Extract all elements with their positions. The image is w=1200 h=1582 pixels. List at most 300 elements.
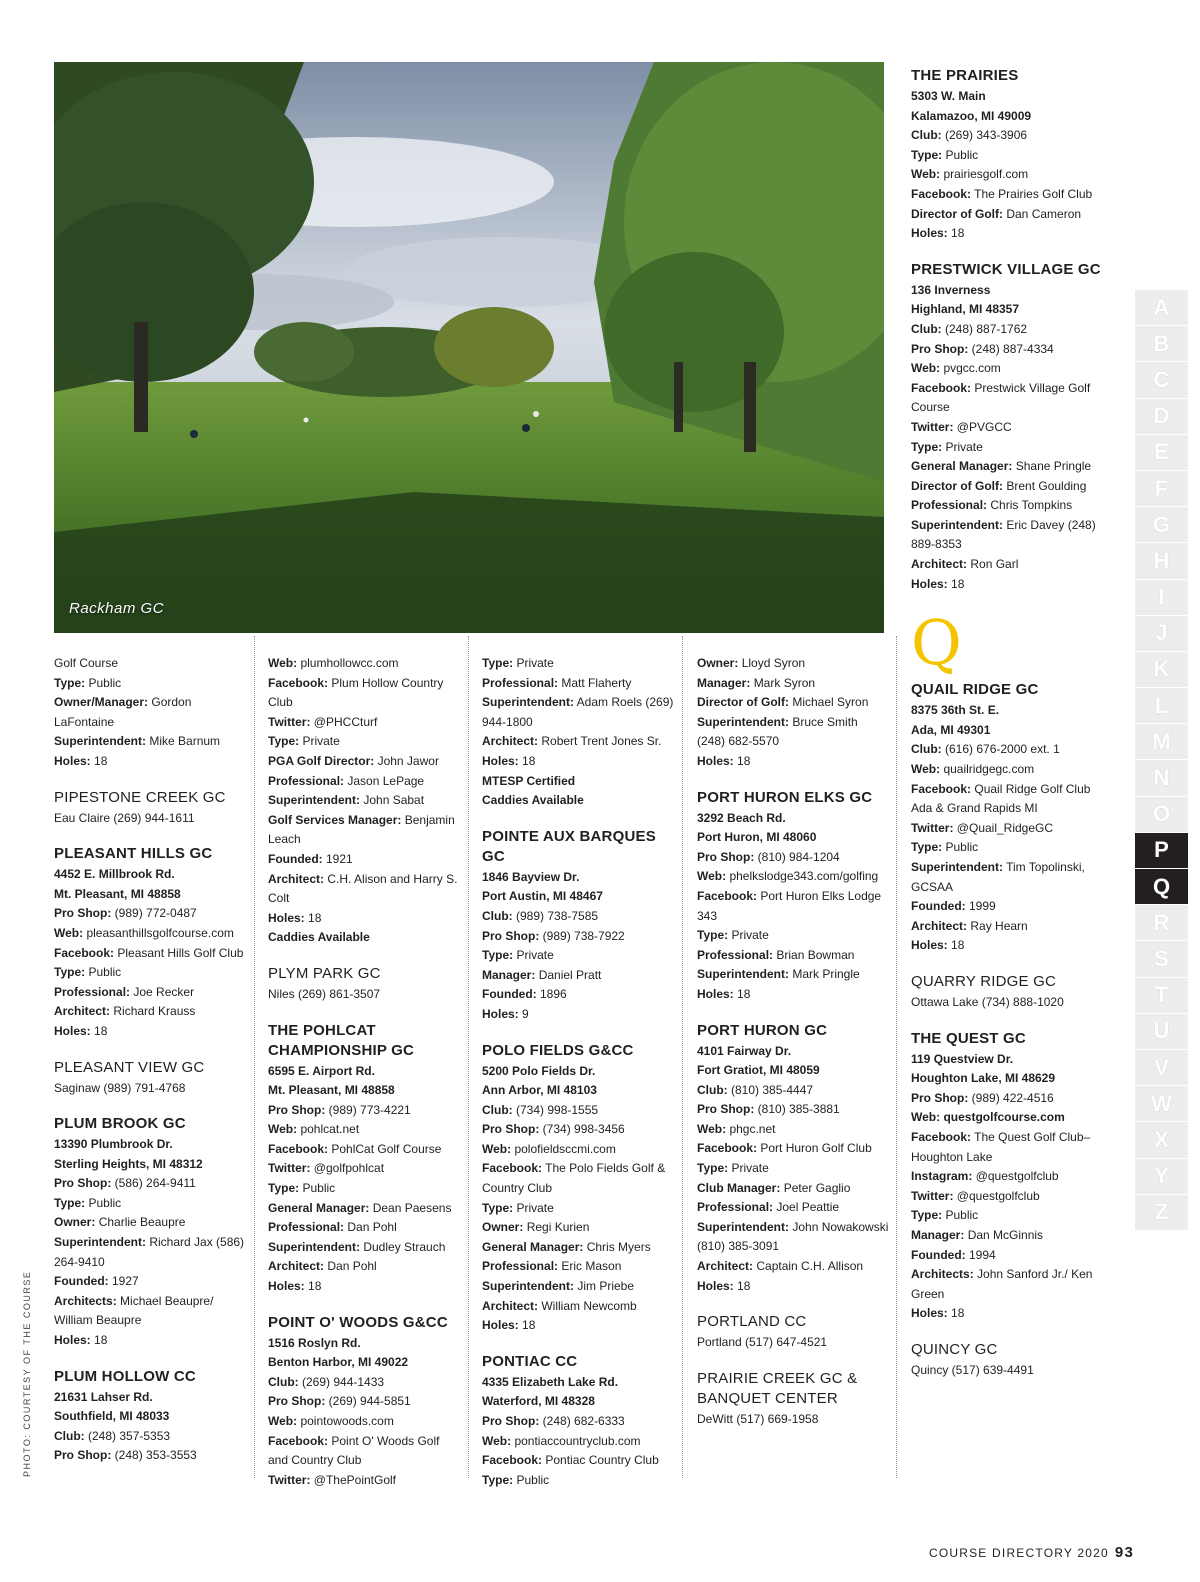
detail-value: Private — [302, 734, 340, 749]
course-entry — [697, 1369, 889, 1430]
detail-value: Matt Flaherty — [561, 675, 632, 690]
detail-label: Superintendent: — [482, 1279, 574, 1294]
course-detail-line — [911, 1206, 1111, 1226]
detail-label: Web: — [697, 1121, 727, 1136]
course-detail-line — [697, 1198, 889, 1218]
detail-value: 18 — [951, 1306, 965, 1321]
detail-label: Pro Shop: — [697, 849, 755, 864]
detail-label: Founded: — [482, 987, 537, 1002]
detail-label: Facebook: — [911, 186, 972, 201]
detail-label: Facebook: — [268, 1433, 329, 1448]
detail-value: prairiesgolf.com — [943, 167, 1029, 182]
course-name: QUAIL RIDGE GC — [911, 681, 1039, 699]
course-name: THE POHLCAT CHAMPIONSHIP GC — [268, 1021, 415, 1059]
course-detail-line — [268, 674, 460, 713]
detail-value: John Nowakowski (810) 385-3091 — [697, 1219, 889, 1254]
course-detail-line — [54, 1233, 246, 1272]
detail-value: (810) 385-3881 — [757, 1102, 840, 1117]
course-detail-line — [697, 752, 889, 772]
course-address-line: 21631 Lahser Rd. — [54, 1389, 153, 1404]
detail-label: Web: — [54, 925, 84, 940]
detail-value: pohlcat.net — [300, 1122, 360, 1137]
course-detail-line — [268, 1471, 460, 1491]
course-detail-line — [911, 477, 1111, 497]
detail-label: Architect: — [268, 871, 325, 886]
course-detail-line — [268, 985, 460, 1005]
detail-value: Private — [945, 439, 983, 454]
course-address-line: MTESP Certified — [482, 773, 576, 788]
course-entry — [54, 1367, 246, 1466]
detail-value: 9 — [522, 1006, 529, 1021]
course-detail-line — [268, 772, 460, 792]
course-detail-line — [911, 379, 1111, 418]
detail-label: Type: — [54, 675, 86, 690]
course-detail-line — [54, 1079, 246, 1099]
detail-value: (586) 264-9411 — [114, 1176, 196, 1191]
course-detail-line — [911, 838, 1111, 858]
detail-label: Instagram: — [911, 1169, 973, 1184]
alphabet-tab: M — [1135, 724, 1188, 760]
alphabet-tab: E — [1135, 435, 1188, 471]
course-detail-line — [482, 1101, 674, 1121]
course-detail-line — [268, 870, 460, 909]
detail-label: Club: — [268, 1374, 299, 1389]
detail-label: Facebook: — [482, 1161, 543, 1176]
detail-label: Holes: — [697, 753, 734, 768]
course-address-line: 3292 Beach Rd. — [697, 810, 786, 825]
detail-label: Architects: — [911, 1267, 974, 1282]
detail-value: 1921 — [326, 851, 353, 866]
course-detail-line — [268, 1432, 460, 1471]
detail-value: Dan Pohl — [327, 1259, 377, 1274]
course-detail-line — [482, 693, 674, 732]
directory-column-2 — [268, 654, 460, 1506]
detail-value: (734) 998-3456 — [542, 1122, 625, 1137]
course-entry — [54, 1114, 246, 1351]
course-name: PLUM HOLLOW CC — [54, 1367, 196, 1385]
course-detail-line — [268, 713, 460, 733]
detail-label: Type: — [911, 1208, 943, 1223]
detail-value: (989) 773-4221 — [328, 1102, 411, 1117]
course-detail-line — [697, 1410, 889, 1430]
course-detail-line — [697, 867, 889, 887]
detail-value: Public — [945, 1208, 979, 1223]
detail-value: Richard Jax (586) 264-9410 — [54, 1235, 245, 1269]
course-detail-line — [697, 965, 889, 985]
detail-value: Richard Krauss — [113, 1004, 196, 1019]
detail-label: General Manager: — [268, 1200, 370, 1215]
detail-value: Niles (269) 861-3507 — [268, 986, 381, 1001]
course-detail-line — [911, 1265, 1111, 1304]
course-detail-line — [54, 654, 246, 674]
detail-label: Pro Shop: — [268, 1102, 326, 1117]
course-detail-line — [482, 946, 674, 966]
course-detail-line — [697, 1179, 889, 1199]
detail-label: Professional: — [482, 675, 559, 690]
course-address-line: Ada, MI 49301 — [911, 722, 991, 737]
course-detail-line — [911, 165, 1111, 185]
course-detail-line — [911, 575, 1111, 595]
course-address-line: 1846 Bayview Dr. — [482, 869, 580, 884]
detail-value: 18 — [94, 1333, 108, 1348]
detail-value: Golf Course — [54, 656, 119, 670]
detail-label: PGA Golf Director: — [268, 753, 375, 768]
course-detail-line — [268, 1238, 460, 1258]
course-detail-line — [697, 946, 889, 966]
detail-value: The Polo Fields Golf & Country Club — [482, 1161, 666, 1196]
course-address-line: Highland, MI 48357 — [911, 302, 1020, 317]
course-address-line: 136 Inverness — [911, 282, 991, 297]
detail-label: Professional: — [268, 1220, 345, 1235]
detail-label: Club: — [482, 908, 513, 923]
detail-label: Architect: — [697, 1259, 754, 1274]
detail-value: Ottawa Lake (734) 888-1020 — [911, 994, 1064, 1009]
alphabet-tab: W — [1135, 1086, 1188, 1122]
detail-value: 18 — [308, 1279, 322, 1294]
detail-value: Captain C.H. Allison — [756, 1259, 864, 1274]
detail-label: Type: — [482, 948, 514, 963]
detail-label: Superintendent: — [697, 967, 789, 982]
course-detail-line — [482, 927, 674, 947]
detail-label: Club: — [697, 1082, 728, 1097]
detail-label: Club: — [911, 742, 942, 757]
course-detail-line — [911, 205, 1111, 225]
course-detail-line — [54, 1022, 246, 1042]
detail-value: The Prairies Golf Club — [974, 186, 1093, 201]
detail-value: (989) 738-7922 — [542, 928, 625, 943]
detail-value: 18 — [951, 938, 965, 953]
detail-value: Charlie Beaupre — [98, 1215, 186, 1230]
detail-value: plumhollowcc.com — [300, 656, 399, 670]
course-detail-line — [697, 693, 889, 713]
course-entry — [697, 788, 889, 1005]
detail-label: Club: — [482, 1102, 513, 1117]
detail-value: Point O' Woods Golf and Country Club — [268, 1433, 440, 1468]
detail-value: (248) 682-6333 — [542, 1414, 625, 1428]
detail-label: Facebook: — [697, 888, 758, 903]
detail-label: Golf Services Manager: — [268, 812, 402, 827]
detail-label: Founded: — [268, 851, 323, 866]
detail-label: Facebook: — [911, 1129, 972, 1144]
course-detail-line — [268, 1412, 460, 1432]
detail-label: Holes: — [482, 753, 519, 768]
detail-label: Club Manager: — [697, 1180, 781, 1195]
course-detail-line — [697, 713, 889, 752]
detail-value: Eau Claire (269) 944-1611 — [54, 810, 195, 825]
course-address-line: 4452 E. Millbrook Rd. — [54, 867, 175, 882]
alphabet-tab: F — [1135, 471, 1188, 507]
course-detail-line — [911, 555, 1111, 575]
course-entry — [482, 654, 674, 811]
detail-label: Type: — [911, 439, 943, 454]
course-detail-line — [268, 1120, 460, 1140]
detail-label: Founded: — [911, 899, 966, 914]
detail-label: Web: — [482, 1433, 512, 1448]
detail-value: Mark Syron — [753, 675, 816, 690]
detail-label: Director of Golf: — [911, 206, 1003, 221]
course-detail-line — [697, 674, 889, 694]
detail-label: Pro Shop: — [54, 906, 112, 921]
detail-value: (989) 738-7585 — [516, 908, 599, 923]
course-detail-line — [911, 917, 1111, 937]
course-detail-line — [482, 1120, 674, 1140]
course-name: PRAIRIE CREEK GC & BANQUET CENTER — [697, 1369, 858, 1407]
course-detail-line — [268, 791, 460, 811]
course-name: PLEASANT HILLS GC — [54, 845, 213, 863]
detail-value: 1994 — [969, 1247, 996, 1262]
detail-label: Professional: — [697, 947, 774, 962]
detail-label: Holes: — [911, 1306, 948, 1321]
detail-value: Ron Garl — [970, 557, 1019, 572]
detail-value: Private — [516, 948, 554, 963]
detail-label: Owner: — [54, 1215, 96, 1230]
detail-label: Facebook: — [911, 380, 972, 395]
detail-label: Type: — [482, 656, 514, 670]
course-address-line: Mt. Pleasant, MI 48858 — [268, 1083, 395, 1098]
course-detail-line — [911, 936, 1111, 956]
detail-value: 1999 — [969, 899, 996, 914]
detail-value: @questgolfclub — [975, 1169, 1059, 1184]
course-entry — [911, 680, 1111, 956]
course-detail-line — [697, 848, 889, 868]
course-address-line: Mt. Pleasant, MI 48858 — [54, 886, 181, 901]
course-entry — [54, 844, 246, 1041]
course-entry — [54, 788, 246, 829]
detail-value: (989) 772-0487 — [114, 906, 197, 921]
detail-label: Manager: — [911, 1227, 965, 1242]
detail-value: Bruce Smith (248) 682-5570 — [697, 714, 858, 749]
course-detail-line — [268, 811, 460, 850]
course-detail-line — [54, 1427, 246, 1447]
column-divider — [682, 636, 683, 1478]
detail-label: Facebook: — [268, 675, 329, 690]
course-entry — [268, 964, 460, 1005]
detail-value: @Quail_RidgeGC — [956, 820, 1054, 835]
course-address-line: 8375 36th St. E. — [911, 703, 1000, 718]
detail-value: 18 — [522, 1318, 536, 1333]
detail-label: Architect: — [911, 918, 968, 933]
course-name: POINTE AUX BARQUES GC — [482, 827, 656, 865]
detail-value: Jim Priebe — [577, 1279, 635, 1294]
detail-label: Founded: — [54, 1274, 109, 1289]
detail-label: Director of Golf: — [697, 695, 789, 710]
detail-value: Shane Pringle — [1015, 459, 1092, 474]
detail-label: Superintendent: — [697, 714, 789, 729]
course-detail-line — [911, 438, 1111, 458]
detail-value: (248) 887-4334 — [971, 341, 1054, 356]
detail-value: Pleasant Hills Golf Club — [117, 945, 244, 960]
detail-value: The Quest Golf Club–Houghton Lake — [911, 1129, 1091, 1164]
detail-value: (248) 357-5353 — [88, 1428, 171, 1443]
course-entry — [911, 66, 1111, 244]
course-detail-line — [697, 654, 889, 674]
detail-value: 18 — [522, 753, 536, 768]
detail-value: Daniel Pratt — [538, 967, 602, 982]
detail-value: Quail Ridge Golf Club Ada & Grand Rapids MI — [911, 781, 1091, 816]
course-detail-line — [482, 654, 674, 674]
course-detail-line — [911, 1246, 1111, 1266]
detail-label: Holes: — [54, 1333, 91, 1348]
course-detail-line — [482, 1412, 674, 1432]
detail-value: John Sanford Jr./ Ken Green — [911, 1267, 1093, 1301]
course-detail-line — [54, 904, 246, 924]
detail-label: General Manager: — [911, 459, 1013, 474]
detail-value: Eric Davey (248) 889-8353 — [911, 517, 1096, 552]
course-detail-line — [54, 1213, 246, 1233]
detail-value: Robert Trent Jones Sr. — [541, 734, 662, 749]
detail-value: Chris Myers — [586, 1239, 651, 1254]
course-detail-line — [911, 1128, 1111, 1167]
course-name: PLUM BROOK GC — [54, 1115, 186, 1133]
course-detail-line — [268, 1179, 460, 1199]
alphabet-tab: U — [1135, 1014, 1188, 1050]
detail-label: Type: — [482, 1200, 514, 1215]
directory-column-3 — [482, 654, 674, 1506]
course-entry — [482, 827, 674, 1025]
course-entry — [911, 972, 1111, 1013]
detail-value: Public — [945, 840, 979, 855]
course-detail-line — [911, 1226, 1111, 1246]
course-detail-line — [54, 1174, 246, 1194]
course-detail-line — [482, 1218, 674, 1238]
directory-column-5 — [911, 66, 1111, 1396]
detail-label: Manager: — [482, 967, 536, 982]
course-detail-line — [911, 359, 1111, 379]
detail-label: Owner: — [697, 656, 739, 670]
alphabet-tab: Q — [1135, 869, 1188, 905]
course-detail-line — [482, 1257, 674, 1277]
course-detail-line — [482, 674, 674, 694]
detail-label: Web: — [911, 361, 941, 376]
course-name: PORT HURON GC — [697, 1021, 828, 1039]
detail-label: Superintendent: — [54, 734, 146, 749]
detail-value: @PVGCC — [956, 419, 1012, 434]
detail-value: Benjamin Leach — [268, 812, 455, 847]
course-detail-line — [911, 993, 1111, 1013]
detail-value: (810) 385-4447 — [731, 1082, 814, 1097]
detail-label: Type: — [697, 1161, 729, 1176]
detail-label: Type: — [54, 965, 86, 980]
detail-value: Regi Kurien — [526, 1220, 590, 1235]
alphabet-tab: H — [1135, 543, 1188, 579]
detail-value: Private — [731, 928, 769, 943]
detail-value: PohlCat Golf Course — [331, 1141, 442, 1156]
detail-value: Mark Pringle — [792, 967, 860, 982]
course-detail-line — [268, 1373, 460, 1393]
course-detail-line — [697, 1333, 889, 1353]
course-entry — [697, 1312, 889, 1353]
course-detail-line — [911, 340, 1111, 360]
course-detail-line — [482, 1005, 674, 1025]
detail-value: Mike Barnum — [149, 734, 221, 749]
detail-value: (616) 676-2000 ext. 1 — [945, 742, 1060, 757]
detail-value: Portland (517) 647-4521 — [697, 1335, 828, 1350]
detail-label: Professional: — [482, 1259, 559, 1274]
course-detail-line — [482, 1199, 674, 1219]
alphabet-tab: I — [1135, 580, 1188, 616]
detail-label: Architect: — [268, 1259, 325, 1274]
detail-value: (269) 343-3906 — [945, 128, 1028, 143]
course-detail-line — [268, 1140, 460, 1160]
detail-label: Facebook: — [697, 1141, 758, 1156]
detail-value: Michael Syron — [792, 695, 869, 710]
detail-label: Holes: — [911, 938, 948, 953]
course-address-line: Kalamazoo, MI 49009 — [911, 108, 1032, 123]
detail-label: Twitter: — [268, 1161, 311, 1176]
detail-label: Owner/Manager: — [54, 695, 149, 710]
course-detail-line — [697, 1081, 889, 1101]
detail-label: Web: — [911, 167, 941, 182]
course-entry — [54, 1058, 246, 1099]
course-detail-line — [54, 963, 246, 983]
detail-label: Pro Shop: — [911, 1090, 969, 1105]
course-detail-line — [482, 1297, 674, 1317]
detail-value: 18 — [951, 226, 965, 241]
course-address-line: 6595 E. Airport Rd. — [268, 1063, 375, 1078]
alphabet-tab: R — [1135, 905, 1188, 941]
detail-value: John Sabat — [363, 793, 425, 808]
detail-value: pleasanthillsgolfcourse.com — [86, 925, 234, 940]
course-detail-line — [54, 732, 246, 752]
course-address-line: Port Austin, MI 48467 — [482, 889, 603, 904]
detail-label: Pro Shop: — [482, 1122, 540, 1137]
course-detail-line — [697, 1277, 889, 1297]
alphabet-tab: A — [1135, 290, 1188, 326]
detail-value: @questgolfclub — [956, 1188, 1040, 1203]
detail-label: Superintendent: — [482, 695, 574, 710]
alphabet-tab: Y — [1135, 1159, 1188, 1195]
course-name: PLEASANT VIEW GC — [54, 1058, 205, 1076]
detail-label: Holes: — [697, 986, 734, 1001]
alphabet-tab: J — [1135, 616, 1188, 652]
photo-credit: PHOTO: COURTESY OF THE COURSE — [22, 1270, 32, 1477]
detail-value: Port Huron Golf Club — [760, 1141, 872, 1156]
course-address-line: Southfield, MI 48033 — [54, 1409, 170, 1424]
course-detail-line — [911, 1304, 1111, 1324]
detail-label: Director of Golf: — [911, 478, 1003, 493]
course-name: PORT HURON ELKS GC — [697, 788, 873, 806]
detail-value: phgc.net — [729, 1121, 776, 1136]
detail-label: Pro Shop: — [54, 1448, 112, 1463]
detail-label: Facebook: — [54, 945, 115, 960]
course-detail-line — [54, 809, 246, 829]
detail-label: Superintendent: — [911, 860, 1003, 874]
course-detail-line — [697, 1218, 889, 1257]
detail-label: Facebook: — [911, 781, 972, 796]
alphabet-tab: C — [1135, 362, 1188, 398]
detail-value: DeWitt (517) 669-1958 — [697, 1411, 819, 1426]
course-name: PIPESTONE CREEK GC — [54, 788, 226, 806]
course-detail-line — [268, 752, 460, 772]
course-detail-line — [268, 909, 460, 929]
detail-label: Holes: — [54, 1023, 91, 1038]
detail-value: 1896 — [540, 987, 567, 1002]
detail-value: Michael Beaupre/ William Beaupre — [54, 1293, 214, 1328]
detail-value: Prestwick Village Golf Course — [911, 380, 1091, 415]
course-detail-line — [697, 985, 889, 1005]
detail-label: Superintendent: — [54, 1235, 146, 1250]
detail-value: Chris Tompkins — [990, 498, 1073, 513]
detail-value: @PHCCturf — [313, 714, 378, 729]
course-detail-line — [54, 1446, 246, 1466]
course-detail-line — [911, 320, 1111, 340]
course-detail-line — [54, 1002, 246, 1022]
course-detail-line — [482, 732, 674, 752]
detail-value: William Newcomb — [541, 1298, 637, 1313]
detail-label: Pro Shop: — [697, 1102, 755, 1117]
detail-label: Web: — [911, 762, 941, 777]
detail-label: Founded: — [911, 1247, 966, 1262]
